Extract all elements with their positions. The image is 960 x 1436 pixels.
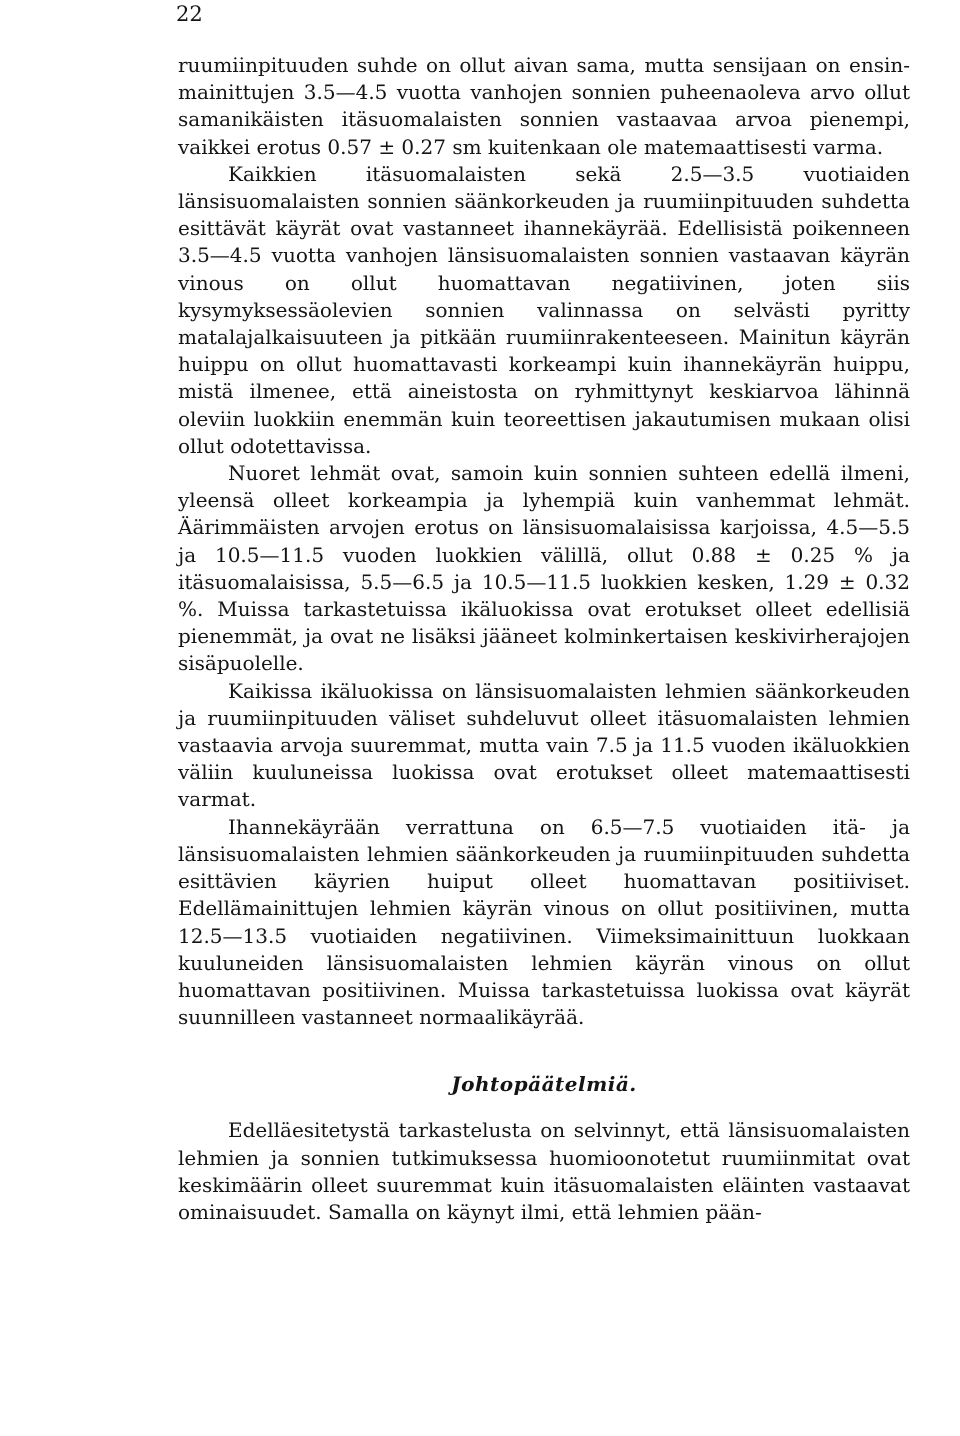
paragraph-3: Nuoret lehmät ovat, samoin kuin sonnien suhteen edellä ilmeni, yleensä olleet korkeampia ja lyhempiä kuin vanhemmat lehmät. Äärimmäisten arvojen erotus on länsisuomalaisissa karjoissa, 4.5—5.5 ja 10.5—11.5 vuoden luokkien välillä, ollut 0.88 ± 0.25 % ja itäsuomalaisissa, 5.5—6.5 ja 10.5—11.5 luokkien kesken, 1.29 ± 0.32 %. Muissa tarkastetuissa ikäluokissa ovat erotukset olleet edellisiä pienemmät, ja ovat ne lisäksi jääneet kolminkertaisen keskivirherajojen sisäpuolelle. [178, 461, 910, 676]
page-number: 22 [176, 2, 203, 26]
body-text [178, 52, 910, 1226]
paragraph-2: Kaikkien itäsuomalaisten sekä 2.5—3.5 vuotiaiden länsisuomalaisten sonnien säänkorkeuden ja ruumiinpituuden suhdetta esittävät käyrät ovat vastanneet ihannekäyrää. Edellisistä poikenneen 3.5—4.5 vuotta vanhojen länsisuomalaisten sonnien vastaavan käyrän vinous on ollut huomattavan negatiivinen, joten siis kysymyksessäolevien sonnien valinnassa on selvästi pyritty matalajalkaisuuteen ja pitkään ruumiinrakenteeseen. Mainitun käyrän huippu on ollut huomattavasti korkeampi kuin ihannekäyrän huippu, mistä ilmenee, että aineistosta on ryhmittynyt keskiarvoa lähinnä oleviin luokkiin enemmän kuin teoreettisen jakautumisen mukaan olisi ollut odotettavissa. [178, 161, 910, 458]
paragraph-5: Ihannekäyrään verrattuna on 6.5—7.5 vuotiaiden itä- ja länsisuomalaisten lehmien säänkorkeuden ja ruumiinpituuden suhdetta esittävien käyrien huiput olleet huomattavan positiiviset. Edellämainittujen lehmien käyrän vinous on ollut positiivinen, mutta 12.5—13.5 vuotiaiden negatiivinen. Viimeksimainittuun luokkaan kuuluneiden länsisuomalaisten lehmien käyrän vinous on ollut huomattavan positiivinen. Muissa tarkastetuissa luokissa ovat käyrät suunnilleen vastanneet normaalikäyrää. [178, 814, 910, 1030]
paragraph-1: ruumiinpituuden suhde on ollut aivan sama, mutta sensijaan on ensin-mainittujen 3.5—4.5 vuotta vanhojen sonnien puheenaoleva arvo ollut samanikäisten itäsuomalaisten sonnien vastaavaa arvoa pienempi, vaikkei erotus 0.57 ± 0.27 sm kuitenkaan ole matemaattisesti varma. [178, 53, 910, 159]
paragraph-4: Kaikissa ikäluokissa on länsisuomalaisten lehmien säänkorkeuden ja ruumiinpituuden väliset suhdeluvut olleet itäsuomalaisten lehmien vastaavia arvoja suuremmat, mutta vain 7.5 ja 11.5 vuoden ikäluokkien väliin kuuluneissa luokissa ovat erotukset olleet matemaattisesti varmat. [178, 678, 910, 812]
section-heading: Johtopäätelmiä. [451, 1072, 637, 1097]
paragraph-6: Edelläesitetystä tarkastelusta on selvinnyt, että länsisuomalaisten lehmien ja sonnien tutkimuksessa huomioonotetut ruumiinmitat ovat keskimäärin olleet suuremmat kuin itäsuomalaisten eläinten vastaavat ominaisuudet. Samalla on käynyt ilmi, että lehmien pään- [178, 1118, 910, 1224]
